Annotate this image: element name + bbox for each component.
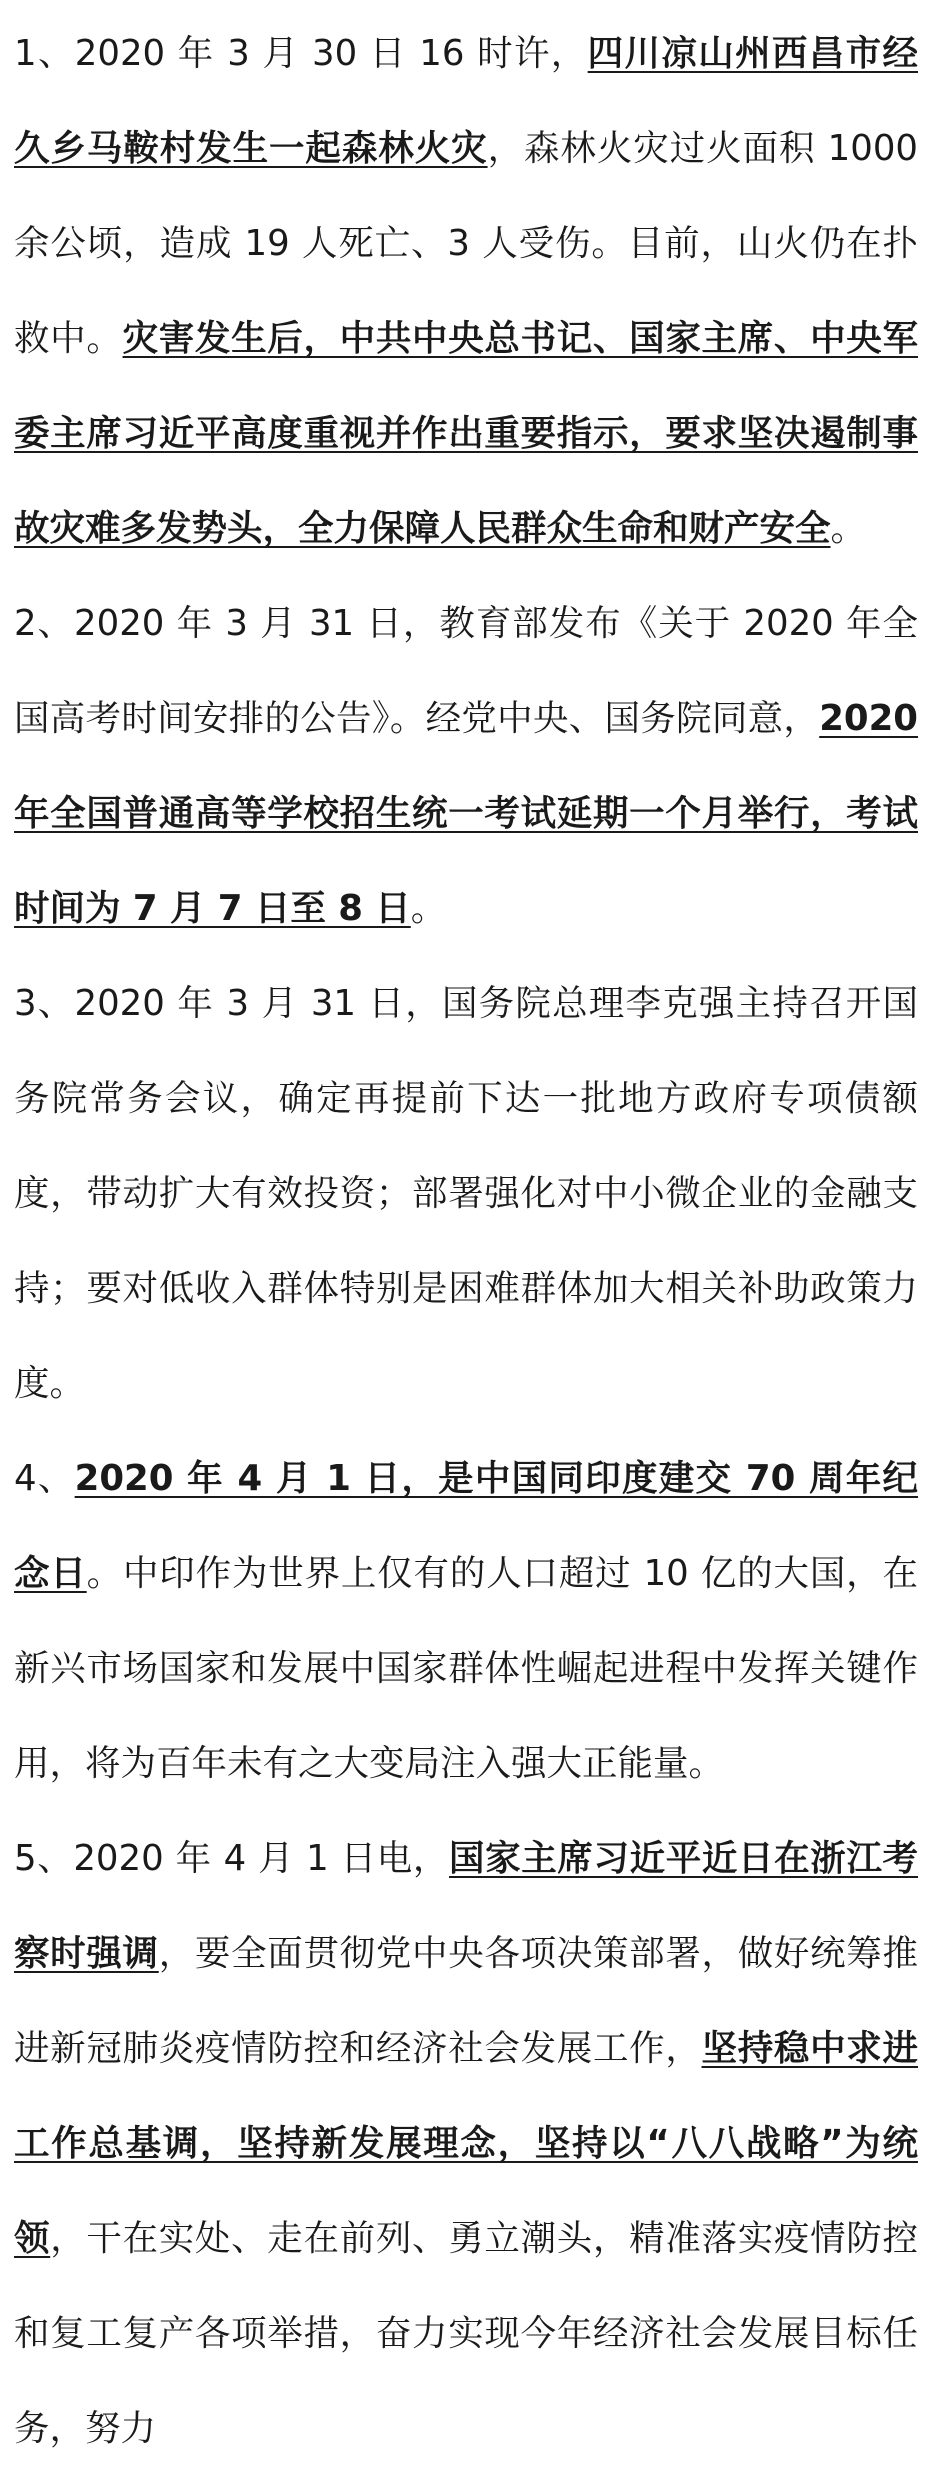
item-4-text: 4、 (14, 1458, 75, 1499)
news-item-5 (14, 1811, 918, 2476)
item-1-text: ，森林火灾过火面积 1000 余公顷，造成 19 人死亡、3 人受伤。目前，山火仍在扑救中。 (14, 128, 918, 359)
item-2-text: 。 (410, 888, 447, 929)
news-item-2 (14, 576, 918, 956)
news-item-4 (14, 1431, 918, 1811)
item-1-text: 1、2020 年 3 月 30 日 16 时许， (14, 33, 588, 74)
item-5-text: ，要全面贯彻党中央各项决策部署，做好统筹推进新冠肺炎疫情防控和经济社会发展工作， (14, 1933, 918, 2069)
item-5-text: ，干在实处、走在前列、勇立潮头，精准落实疫情防控和复工复产各项举措，奋力实现今年经济社会发展目标任务，努力 (14, 2218, 918, 2449)
item-2-text: 2、2020 年 3 月 31 日，教育部发布《关于 2020 年全国高考时间安排的公告》。经党中央、国务院同意， (14, 603, 918, 739)
item-4-text: 。中印作为世界上仅有的人口超过 10 亿的大国，在新兴市场国家和发展中国家群体性崛起进程中发挥关键作用，将为百年未有之大变局注入强大正能量。 (14, 1553, 918, 1784)
item-1-highlight: 灾害发生后，中共中央总书记、国家主席、中央军委主席习近平高度重视并作出重要指示，要求坚决遏制事故灾难多发势头，全力保障人民群众生命和财产安全 (14, 318, 918, 549)
item-5-highlight: 坚持稳中求进工作总基调，坚持新发展理念，坚持以“八八战略”为统领 (14, 2028, 918, 2259)
news-item-1 (14, 6, 918, 576)
item-5-highlight: 国家主席习近平近日在浙江考察时强调 (14, 1838, 918, 1974)
item-1-text: 。 (830, 508, 867, 549)
item-2-highlight: 2020 年全国普通高等学校招生统一考试延期一个月举行，考试时间为 7 月 7 日至 8 日 (14, 698, 918, 929)
item-4-highlight: 2020 年 4 月 1 日，是中国同印度建交 70 周年纪念日 (14, 1458, 918, 1594)
item-5-text: 5、2020 年 4 月 1 日电， (14, 1838, 450, 1879)
item-3-text: 3、2020 年 3 月 31 日，国务院总理李克强主持召开国务院常务会议，确定再提前下达一批地方政府专项债额度，带动扩大有效投资；部署强化对中小微企业的金融支持；要对低收入群体特别是困难群体加大相关补助政策力度。 (14, 983, 918, 1404)
news-item-3 (14, 956, 918, 1431)
item-1-highlight: 四川凉山州西昌市经久乡马鞍村发生一起森林火灾 (14, 33, 918, 169)
